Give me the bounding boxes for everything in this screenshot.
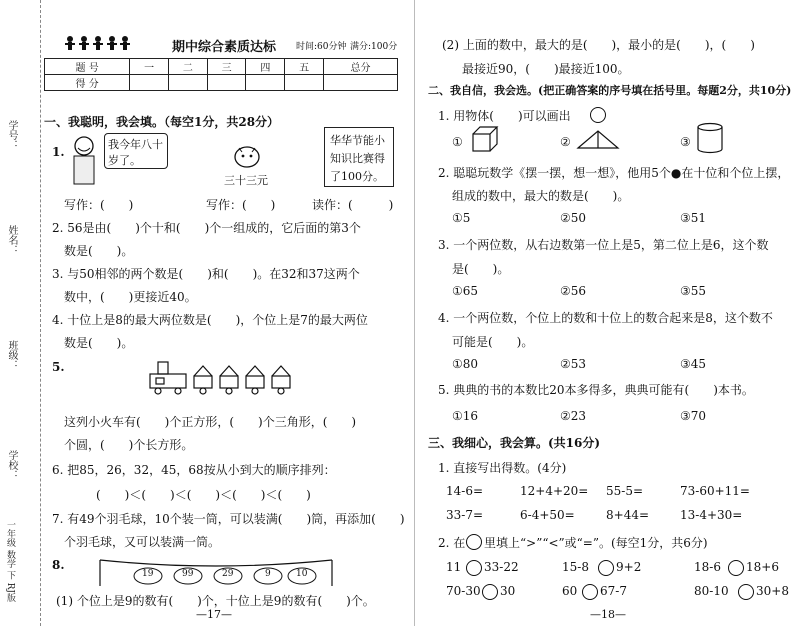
compare-left: 18-6 <box>694 560 721 574</box>
compare-circle[interactable] <box>728 560 744 576</box>
q5-line-1: 这列小火车有( )个正方形，( )个三角形，( ) <box>64 415 357 429</box>
calc-item[interactable]: 73-60+11= <box>680 484 750 498</box>
circle-blank-icon <box>466 534 482 550</box>
fish-number: 99 <box>182 569 194 579</box>
section-3-heading: 三、我细心，我会算。(共16分) <box>428 436 601 450</box>
s2-q2-opt-2[interactable]: ②50 <box>560 211 587 225</box>
kids-icon <box>62 34 132 56</box>
compare-right: 67-7 <box>600 584 627 598</box>
cylinder-icon <box>696 122 724 154</box>
q8-part-1: (1) 个位上是9的数有( )个，十位上是9的数有( )个。 <box>56 594 375 608</box>
s2-q2-opt-3[interactable]: ③51 <box>680 211 707 225</box>
section-2-heading: 二、我自信，我会选。(把正确答案的序号填在括号里。每题2分，共10分) <box>428 84 792 97</box>
s2-q3-opt-3[interactable]: ③55 <box>680 284 707 298</box>
q4-line-1: 4. 十位上是8的最大两位数是( )，个位上是7的最大两位 <box>52 313 368 327</box>
s3-part-2-rest: 里填上“>”“<”或“=”。(每空1分，共6分) <box>484 536 708 550</box>
piggy-bank-icon <box>232 143 262 169</box>
notice-line-2: 知识比赛得 <box>330 152 385 165</box>
r-top-line-2: 最接近90，( )最接近100。 <box>462 62 630 76</box>
s2-q2-line-2: 组成的数中，最大的数是( )。 <box>452 189 630 203</box>
s2-q3-line-2: 是( )。 <box>452 262 510 276</box>
circle-shape-icon <box>590 107 606 123</box>
page-number-left: —17— <box>196 608 232 621</box>
q1-write-1[interactable]: 写作：( ) <box>64 198 134 212</box>
score-cell[interactable] <box>285 75 324 91</box>
notice-line-3: 了100分。 <box>330 170 384 183</box>
q7-line-2: 个羽毛球，又可以装满一筒。 <box>64 535 221 549</box>
time-limit: 时间:60分钟 <box>296 42 347 52</box>
notice-line-1: 华华节能小 <box>330 134 385 147</box>
full-score: 满分:100分 <box>350 42 398 52</box>
calc-item[interactable]: 55-5= <box>606 484 644 498</box>
class-label: 班级： <box>6 340 17 370</box>
triangular-prism-icon <box>576 128 620 150</box>
page-divider <box>414 0 415 626</box>
compare-circle[interactable] <box>598 560 614 576</box>
page-number-right: —18— <box>590 608 626 621</box>
score-header-cell: 三 <box>207 59 246 75</box>
score-cell[interactable] <box>323 75 397 91</box>
s3-part-1: 1. 直接写出得数。(4分) <box>438 461 567 475</box>
s2-q5-line-1: 5. 典典的书的本数比20本多得多，典典可能有( )本书。 <box>438 383 754 397</box>
s2-q2-opt-1[interactable]: ①5 <box>452 211 471 225</box>
score-header-cell: 题 号 <box>45 59 130 75</box>
q4-line-2: 数是( )。 <box>64 336 134 350</box>
s2-q1-opt-1[interactable]: ① <box>452 135 463 149</box>
score-header-cell: 四 <box>246 59 285 75</box>
s2-q4-line-2: 可能是( )。 <box>452 335 534 349</box>
book-label: 一年级 数学 下 RJ版 <box>5 520 15 602</box>
grandpa-icon <box>66 134 102 190</box>
score-row-label: 得 分 <box>45 75 130 91</box>
compare-circle[interactable] <box>582 584 598 600</box>
name-label: 姓名： <box>6 225 17 255</box>
fish-number: 9 <box>265 569 271 579</box>
page-title: 期中综合素质达标 <box>172 40 277 55</box>
calc-item[interactable]: 13-4+30= <box>680 508 743 522</box>
compare-right: 30+8 <box>756 584 789 598</box>
compare-left: 11 <box>446 560 462 574</box>
q6-order-blanks[interactable]: ( )＜( )＜( )＜( )＜( ) <box>96 488 311 502</box>
bubble-line-1: 我今年八十 <box>108 138 163 151</box>
q2-line-1: 2. 56是由( )个十和( )个一组成的，它后面的第3个 <box>52 221 361 235</box>
q2-line-2: 数是( )。 <box>64 244 134 258</box>
calc-item[interactable]: 6-4+50= <box>520 508 575 522</box>
q6-line-1: 6. 把85，26，32，45，68按从小到大的顺序排列： <box>52 463 336 477</box>
s2-q2-line-1: 2. 聪聪玩数学《摆一摆，想一想》，他用5个●在十位和个位上摆， <box>438 166 790 180</box>
s2-q5-opt-1[interactable]: ①16 <box>452 409 479 423</box>
score-cell[interactable] <box>130 75 169 91</box>
s2-q3-line-1: 3. 一个两位数，从右边数第一位上是5，第二位上是6，这个数 <box>438 238 769 252</box>
score-table <box>44 58 398 91</box>
s2-q3-opt-2[interactable]: ②56 <box>560 284 587 298</box>
q1-write-2[interactable]: 写作：( ) <box>206 198 276 212</box>
calc-item[interactable]: 14-6= <box>446 484 484 498</box>
compare-left: 80-10 <box>694 584 729 598</box>
score-cell[interactable] <box>168 75 207 91</box>
school-label: 学校： <box>6 450 17 480</box>
s2-q3-opt-1[interactable]: ①65 <box>452 284 479 298</box>
bubble-line-2: 岁了。 <box>108 154 141 167</box>
score-cell[interactable] <box>207 75 246 91</box>
score-header-cell: 二 <box>168 59 207 75</box>
q8-number: 8. <box>52 558 65 572</box>
compare-circle[interactable] <box>466 560 482 576</box>
score-cell[interactable] <box>246 75 285 91</box>
score-header-cell: 一 <box>130 59 169 75</box>
score-header-cell: 总分 <box>323 59 397 75</box>
q7-line-1: 7. 有49个羽毛球，10个装一筒，可以装满( )筒，再添加( ) <box>52 512 405 526</box>
q1-read[interactable]: 读作：( ) <box>312 198 394 212</box>
s2-q4-opt-3[interactable]: ③45 <box>680 357 707 371</box>
compare-right: 18+6 <box>746 560 779 574</box>
compare-left: 15-8 <box>562 560 589 574</box>
compare-left: 60 <box>562 584 578 598</box>
q3-line-1: 3. 与50相邻的两个数是( )和( )。在32和37这两个 <box>52 267 360 281</box>
calc-item[interactable]: 12+4+20= <box>520 484 589 498</box>
s2-q4-opt-2[interactable]: ②53 <box>560 357 587 371</box>
s2-q4-line-1: 4. 一个两位数，个位上的数和十位上的数合起来是8，这个数不 <box>438 311 773 325</box>
compare-circle[interactable] <box>738 584 754 600</box>
student-id-label: 学号： <box>6 120 17 150</box>
s2-q5-opt-2[interactable]: ②23 <box>560 409 587 423</box>
q5-number: 5. <box>52 360 65 374</box>
calc-item[interactable]: 33-7= <box>446 508 484 522</box>
calc-item[interactable]: 8+44= <box>606 508 650 522</box>
s3-part-2-prefix: 2. 在 <box>438 536 466 550</box>
s2-q5-opt-3[interactable]: ③70 <box>680 409 707 423</box>
s2-q4-opt-1[interactable]: ①80 <box>452 357 479 371</box>
q5-line-2: 个圆，( )个长方形。 <box>64 438 194 452</box>
score-header-cell: 五 <box>285 59 324 75</box>
price-text: 三十三元 <box>224 174 268 187</box>
train-figure <box>146 356 298 396</box>
compare-right: 30 <box>500 584 516 598</box>
r-top-line-1: (2) 上面的数中，最大的是( )，最小的是( )，( ) <box>442 38 755 52</box>
compare-left: 70-30 <box>446 584 481 598</box>
compare-right: 9+2 <box>616 560 642 574</box>
fish-number: 29 <box>222 569 234 579</box>
compare-circle[interactable] <box>482 584 498 600</box>
s2-q1-opt-2[interactable]: ② <box>560 135 571 149</box>
s2-q1: 1. 用物体( )可以画出 <box>438 109 571 123</box>
cube-icon <box>470 124 500 154</box>
fish-number: 10 <box>296 569 308 579</box>
q1-number: 1. <box>52 145 65 159</box>
section-1-heading: 一、我聪明，我会填。（每空1分，共28分） <box>44 115 280 129</box>
s2-q1-opt-3[interactable]: ③ <box>680 135 691 149</box>
compare-right: 33-22 <box>484 560 519 574</box>
fish-number: 19 <box>142 569 154 579</box>
q3-line-2: 数中，( )更接近40。 <box>64 290 197 304</box>
